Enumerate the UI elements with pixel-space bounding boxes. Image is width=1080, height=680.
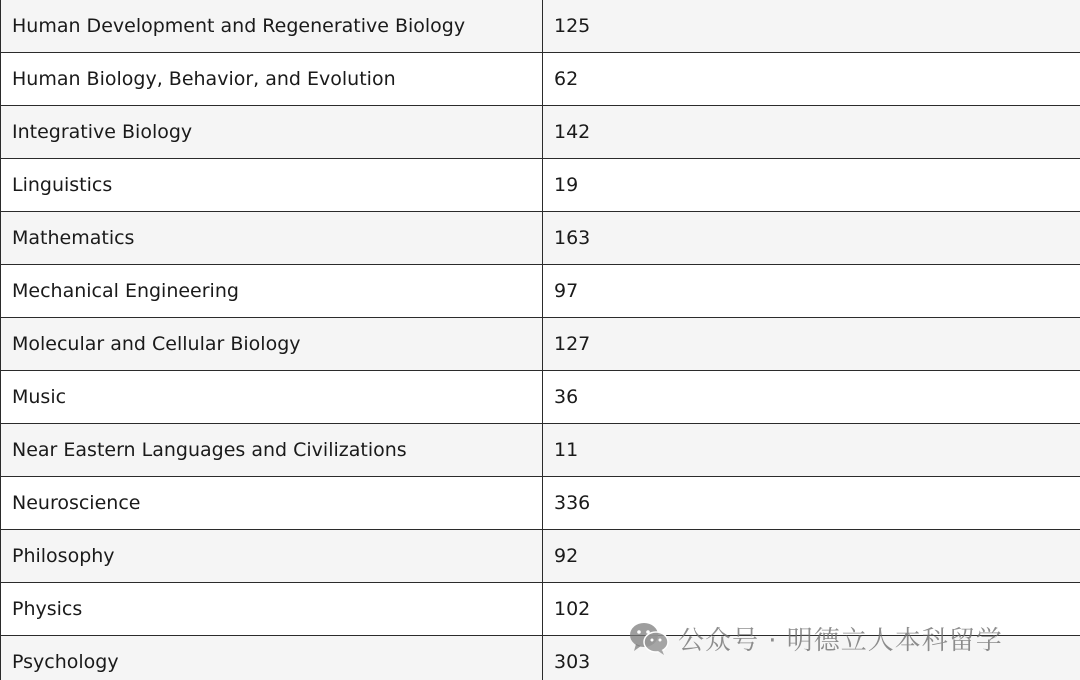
concentration-cell: Human Biology, Behavior, and Evolution xyxy=(1,53,543,106)
concentration-cell: Integrative Biology xyxy=(1,106,543,159)
count-cell: 62 xyxy=(543,53,1080,106)
count-cell: 11 xyxy=(543,424,1080,477)
concentration-cell: Human Development and Regenerative Biology xyxy=(1,0,543,53)
concentration-cell: Music xyxy=(1,371,543,424)
table-row xyxy=(1,583,1080,636)
concentration-cell: Mathematics xyxy=(1,212,543,265)
concentration-cell: Mechanical Engineering xyxy=(1,265,543,318)
table-row xyxy=(1,106,1080,159)
table-row xyxy=(1,530,1080,583)
count-cell: 97 xyxy=(543,265,1080,318)
count-cell: 336 xyxy=(543,477,1080,530)
table-body xyxy=(1,0,1080,680)
concentration-cell: Linguistics xyxy=(1,159,543,212)
concentration-cell: Philosophy xyxy=(1,530,543,583)
count-cell: 125 xyxy=(543,0,1080,53)
concentration-cell: Near Eastern Languages and Civilizations xyxy=(1,424,543,477)
count-cell: 92 xyxy=(543,530,1080,583)
concentration-cell: Molecular and Cellular Biology xyxy=(1,318,543,371)
count-cell: 142 xyxy=(543,106,1080,159)
count-cell: 163 xyxy=(543,212,1080,265)
concentration-cell: Physics xyxy=(1,583,543,636)
count-cell: 36 xyxy=(543,371,1080,424)
count-cell: 127 xyxy=(543,318,1080,371)
count-cell: 19 xyxy=(543,159,1080,212)
table-row xyxy=(1,0,1080,53)
table-row xyxy=(1,265,1080,318)
concentration-cell: Neuroscience xyxy=(1,477,543,530)
table-row xyxy=(1,159,1080,212)
table-row xyxy=(1,212,1080,265)
count-cell: 303 xyxy=(543,636,1080,680)
table-row xyxy=(1,318,1080,371)
table-row xyxy=(1,636,1080,680)
count-cell: 102 xyxy=(543,583,1080,636)
table-row xyxy=(1,424,1080,477)
concentration-cell: Psychology xyxy=(1,636,543,680)
table-row xyxy=(1,477,1080,530)
table-row xyxy=(1,371,1080,424)
table-row xyxy=(1,53,1080,106)
watermark-text: 公众号 · 明德立人本科留学 xyxy=(678,625,1003,656)
